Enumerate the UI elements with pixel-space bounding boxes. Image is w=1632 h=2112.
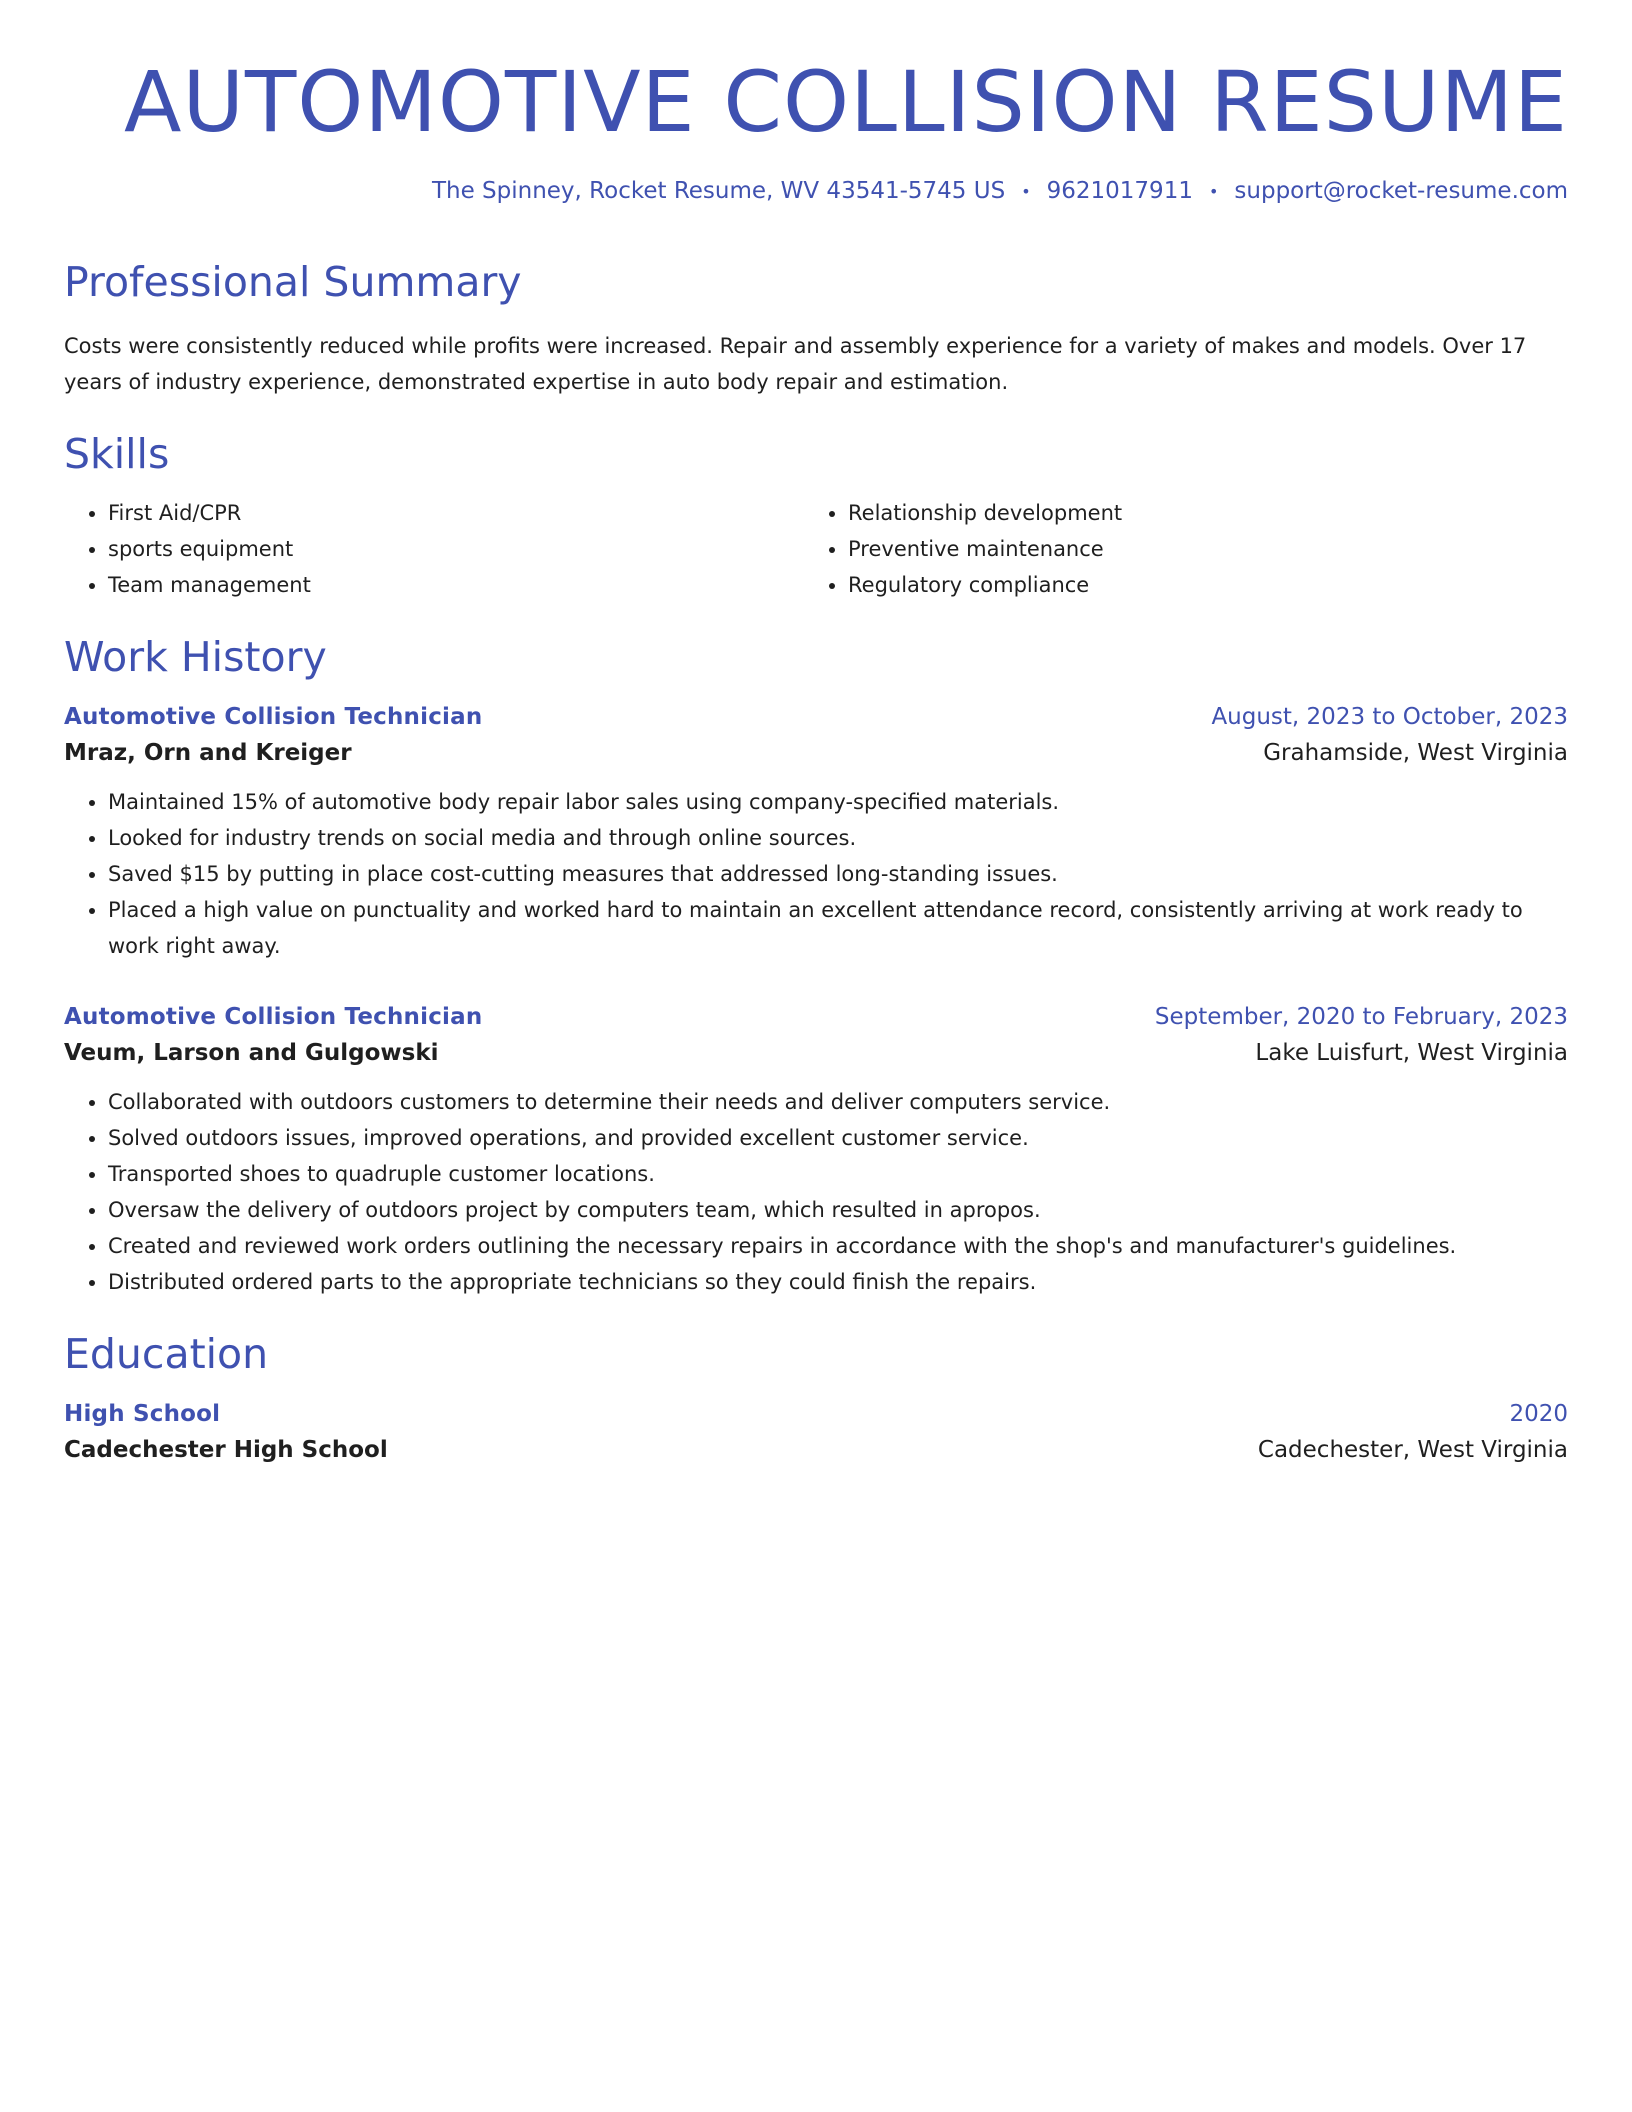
summary-text: Costs were consistently reduced while profits were increased. Repair and assembly experience for a variety of makes and models. Over 17 years of industry experience, demonstrated expertise in auto body repair and estimation. xyxy=(64,333,1527,394)
contact-phone[interactable]: 9621017911 xyxy=(1046,178,1193,205)
skill-item: • Team management xyxy=(108,567,804,603)
job-entry xyxy=(64,1004,1568,1300)
job-title-row xyxy=(64,704,1568,730)
job-title-row xyxy=(64,1004,1568,1030)
job-location: Lake Luisfurt, West Virginia xyxy=(1255,1039,1568,1066)
job-bullet: • Created and reviewed work orders outlining the necessary repairs in accordance with the shop's and manufacturer's guidelines. xyxy=(108,1228,1568,1264)
education-degree: High School xyxy=(64,1401,221,1428)
job-bullet: • Solved outdoors issues, improved operations, and provided excellent customer service. xyxy=(108,1120,1568,1156)
education-year: 2020 xyxy=(1509,1401,1568,1428)
job-company: Mraz, Orn and Kreiger xyxy=(64,739,352,766)
work-heading: Work History xyxy=(64,632,327,681)
job-dates: August, 2023 to October, 2023 xyxy=(1211,703,1568,730)
job-company-row xyxy=(64,730,1568,766)
job-bullet: • Looked for industry trends on social media and through online sources. xyxy=(108,820,1568,856)
job-bullet: • Saved $15 by putting in place cost-cutting measures that addressed long-standing issues. xyxy=(108,856,1568,892)
job-bullet: • Transported shoes to quadruple customer locations. xyxy=(108,1156,1568,1192)
skills-list-left xyxy=(64,495,804,603)
skills-heading: Skills xyxy=(64,429,170,478)
job-company-row xyxy=(64,1030,1568,1066)
contact-separator: • xyxy=(1021,182,1031,202)
summary-heading: Professional Summary xyxy=(64,258,522,307)
skills-grid xyxy=(64,495,1568,603)
skill-item: • sports equipment xyxy=(108,531,804,567)
skill-item: • Regulatory compliance xyxy=(848,567,1544,603)
skill-item: • Preventive maintenance xyxy=(848,531,1544,567)
job-dates: September, 2020 to February, 2023 xyxy=(1154,1003,1568,1030)
skill-item: • First Aid/CPR xyxy=(108,495,804,531)
job-bullets xyxy=(64,784,1568,964)
education-entry xyxy=(64,1401,1568,1463)
education-degree-row xyxy=(64,1401,1568,1427)
job-title: Automotive Collision Technician xyxy=(64,1003,483,1030)
education-school-row xyxy=(64,1427,1568,1463)
contact-separator: • xyxy=(1208,182,1219,202)
contact-address: The Spinney, Rocket Resume, WV 43541-5745 US xyxy=(431,178,1006,205)
job-bullet: • Distributed ordered parts to the appropriate technicians so they could finish the repairs. xyxy=(108,1264,1568,1300)
job-bullet: • Collaborated with outdoors customers to determine their needs and deliver computers service. xyxy=(108,1084,1568,1120)
job-entry xyxy=(64,704,1568,964)
education-heading: Education xyxy=(64,1329,269,1378)
resume-title: AUTOMOTIVE COLLISION RESUME xyxy=(124,53,1568,151)
education-school: Cadechester High School xyxy=(64,1437,388,1464)
job-location: Grahamside, West Virginia xyxy=(1263,739,1568,766)
contact-line xyxy=(64,178,1568,204)
job-bullet: • Oversaw the delivery of outdoors project by computers team, which resulted in apropos. xyxy=(108,1192,1568,1228)
job-title: Automotive Collision Technician xyxy=(64,703,483,730)
job-bullet: • Maintained 15% of automotive body repair labor sales using company-specified materials. xyxy=(108,784,1568,820)
job-company: Veum, Larson and Gulgowski xyxy=(64,1039,439,1066)
job-bullets xyxy=(64,1084,1568,1300)
education-location: Cadechester, West Virginia xyxy=(1257,1437,1568,1464)
job-bullet: • Placed a high value on punctuality and worked hard to maintain an excellent attendance record, consistently arriving at work ready to work right away. xyxy=(108,892,1568,964)
contact-email[interactable]: support@rocket-resume.com xyxy=(1234,178,1568,205)
skill-item: • Relationship development xyxy=(848,495,1544,531)
skills-list-right xyxy=(804,495,1544,603)
